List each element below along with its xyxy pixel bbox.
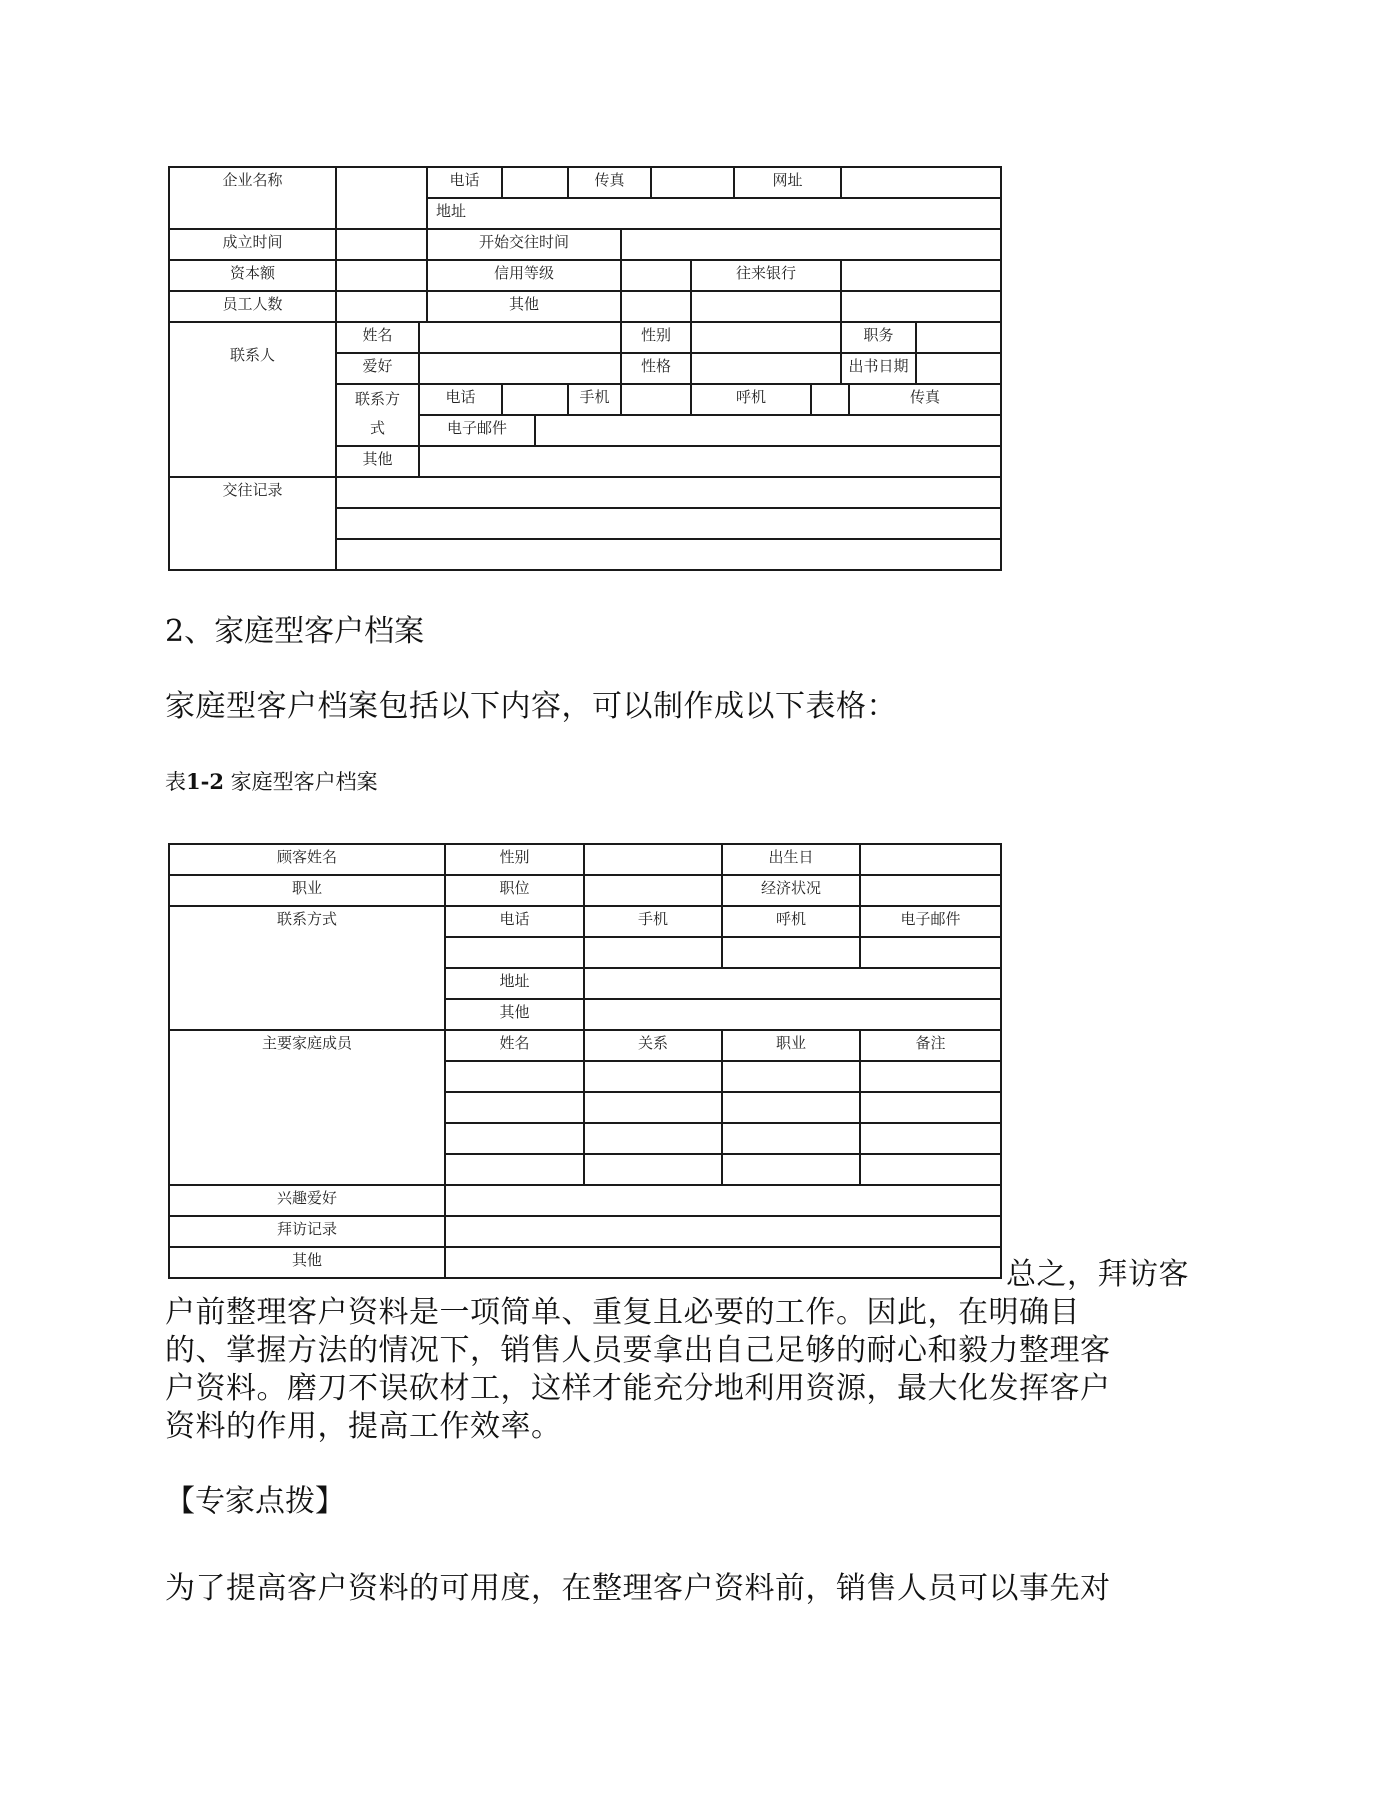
cell-record-3 — [336, 539, 1001, 570]
label-pager: 呼机 — [722, 906, 860, 937]
label-c-other: 其他 — [336, 446, 419, 477]
label-c-mobile: 手机 — [568, 384, 621, 415]
cell-contact-position — [916, 322, 1001, 353]
cell-member — [722, 1061, 860, 1092]
label-other-last: 其他 — [169, 1247, 445, 1278]
cell-website — [841, 167, 1001, 198]
label-c-fax: 传真 — [849, 384, 1001, 415]
cell-member — [860, 1092, 1001, 1123]
label-member-note: 备注 — [860, 1030, 1001, 1061]
caption-title: 家庭型客户档案 — [223, 770, 378, 794]
label-contact-name: 姓名 — [336, 322, 419, 353]
cell-pager — [722, 937, 860, 968]
cell-email — [860, 937, 1001, 968]
label-c-pager: 呼机 — [691, 384, 811, 415]
cell-member — [722, 1123, 860, 1154]
label-credit: 信用等级 — [427, 260, 621, 291]
cell-mobile — [584, 937, 722, 968]
cell-member — [584, 1061, 722, 1092]
caption-prefix: 表 — [165, 770, 186, 794]
label-member-name: 姓名 — [445, 1030, 584, 1061]
label-company-name: 企业名称 — [169, 167, 336, 229]
cell-hobbies — [445, 1185, 1001, 1216]
label-address: 地址 — [445, 968, 584, 999]
expert-paragraph: 为了提高客户资料的可用度，在整理客户资料前，销售人员可以事先对 — [165, 1571, 1111, 1606]
label-other: 其他 — [427, 291, 621, 322]
cell-credit — [621, 260, 691, 291]
caption-number: 1-2 — [186, 769, 224, 794]
cell-fax — [651, 167, 734, 198]
cell-bank — [841, 260, 1001, 291]
label-gender: 性别 — [445, 844, 584, 875]
section-heading: 2、家庭型客户档案 — [165, 614, 425, 649]
cell-c-phone — [502, 384, 568, 415]
cell-blank-a — [691, 291, 841, 322]
cell-position — [584, 875, 722, 906]
cell-c-mobile — [621, 384, 691, 415]
cell-visits — [445, 1216, 1001, 1247]
cell-contact-name — [419, 322, 621, 353]
cell-member — [584, 1154, 722, 1185]
cell-member — [860, 1123, 1001, 1154]
label-c-phone: 电话 — [419, 384, 502, 415]
cell-blank-b — [841, 291, 1001, 322]
label-contact-personality: 性格 — [621, 353, 691, 384]
label-founded: 成立时间 — [169, 229, 336, 260]
label-member-relation: 关系 — [584, 1030, 722, 1061]
cell-founded — [336, 229, 427, 260]
label-phone: 电话 — [445, 906, 584, 937]
cell-other — [584, 999, 1001, 1030]
label-website: 网址 — [734, 167, 841, 198]
cell-employees — [336, 291, 427, 322]
label-contact-hobby: 爱好 — [336, 353, 419, 384]
cell-member — [445, 1154, 584, 1185]
label-contact-method-line2: 式 — [369, 419, 385, 437]
cell-economic — [860, 875, 1001, 906]
label-family-members: 主要家庭成员 — [169, 1030, 445, 1185]
cell-member — [445, 1092, 584, 1123]
label-contact-method-line1: 联系方 — [354, 390, 400, 408]
summary-line-4: 户资料。磨刀不误砍材工，这样才能充分地利用资源，最大化发挥客户 — [165, 1371, 1111, 1406]
label-member-occupation: 职业 — [722, 1030, 860, 1061]
label-start-date: 开始交往时间 — [427, 229, 621, 260]
label-contact-gender: 性别 — [621, 322, 691, 353]
cell-phone — [445, 937, 584, 968]
cell-member — [445, 1061, 584, 1092]
cell-phone — [502, 167, 568, 198]
cell-c-other — [419, 446, 1001, 477]
label-occupation: 职业 — [169, 875, 445, 906]
cell-other — [621, 291, 691, 322]
family-customer-table — [168, 843, 1002, 1279]
label-other: 其他 — [445, 999, 584, 1030]
cell-contact-hobby — [419, 353, 621, 384]
cell-contact-personality — [691, 353, 841, 384]
cell-member — [860, 1154, 1001, 1185]
summary-line-1: 总之，拜访客 — [1006, 1257, 1189, 1292]
cell-c-pager — [811, 384, 849, 415]
cell-record-1 — [336, 477, 1001, 508]
label-mobile: 手机 — [584, 906, 722, 937]
cell-gender — [584, 844, 722, 875]
cell-member — [722, 1154, 860, 1185]
label-email: 电子邮件 — [860, 906, 1001, 937]
cell-member — [584, 1123, 722, 1154]
cell-company-name — [336, 167, 427, 229]
label-fax: 传真 — [568, 167, 651, 198]
table-caption — [165, 768, 378, 796]
label-address: 地址 — [427, 198, 1001, 229]
label-birthday: 出生日 — [722, 844, 860, 875]
cell-member — [584, 1092, 722, 1123]
label-employees: 员工人数 — [169, 291, 336, 322]
label-hobbies: 兴趣爱好 — [169, 1185, 445, 1216]
cell-start-date — [621, 229, 1001, 260]
label-bank: 往来银行 — [691, 260, 841, 291]
cell-member — [860, 1061, 1001, 1092]
label-contact-birthday: 出书日期 — [841, 353, 916, 384]
label-phone: 电话 — [427, 167, 502, 198]
cell-record-2 — [336, 508, 1001, 539]
cell-contact-gender — [691, 322, 841, 353]
summary-line-2: 户前整理客户资料是一项简单、重复且必要的工作。因此，在明确目 — [165, 1295, 1080, 1330]
summary-line-5: 资料的作用，提高工作效率。 — [165, 1409, 562, 1444]
label-contact-method — [336, 384, 419, 446]
label-economic: 经济状况 — [722, 875, 860, 906]
cell-birthday — [860, 844, 1001, 875]
cell-contact-birthday — [916, 353, 1001, 384]
cell-other-last — [445, 1247, 1001, 1278]
cell-capital — [336, 260, 427, 291]
label-contact-method: 联系方式 — [169, 906, 445, 1030]
label-customer-name: 顾客姓名 — [169, 844, 445, 875]
label-c-email: 电子邮件 — [419, 415, 535, 446]
label-position: 职位 — [445, 875, 584, 906]
label-records: 交往记录 — [169, 477, 336, 570]
cell-c-email — [535, 415, 1001, 446]
intro-paragraph: 家庭型客户档案包括以下内容，可以制作成以下表格： — [165, 689, 897, 724]
expert-heading: 【专家点拨】 — [165, 1484, 345, 1519]
enterprise-customer-table — [168, 166, 1002, 571]
label-contact-position: 职务 — [841, 322, 916, 353]
label-visits: 拜访记录 — [169, 1216, 445, 1247]
cell-address — [584, 968, 1001, 999]
cell-member — [445, 1123, 584, 1154]
cell-member — [722, 1092, 860, 1123]
label-contact-person: 联系人 — [169, 322, 336, 477]
summary-line-3: 的、掌握方法的情况下，销售人员要拿出自己足够的耐心和毅力整理客 — [165, 1333, 1111, 1368]
label-capital: 资本额 — [169, 260, 336, 291]
